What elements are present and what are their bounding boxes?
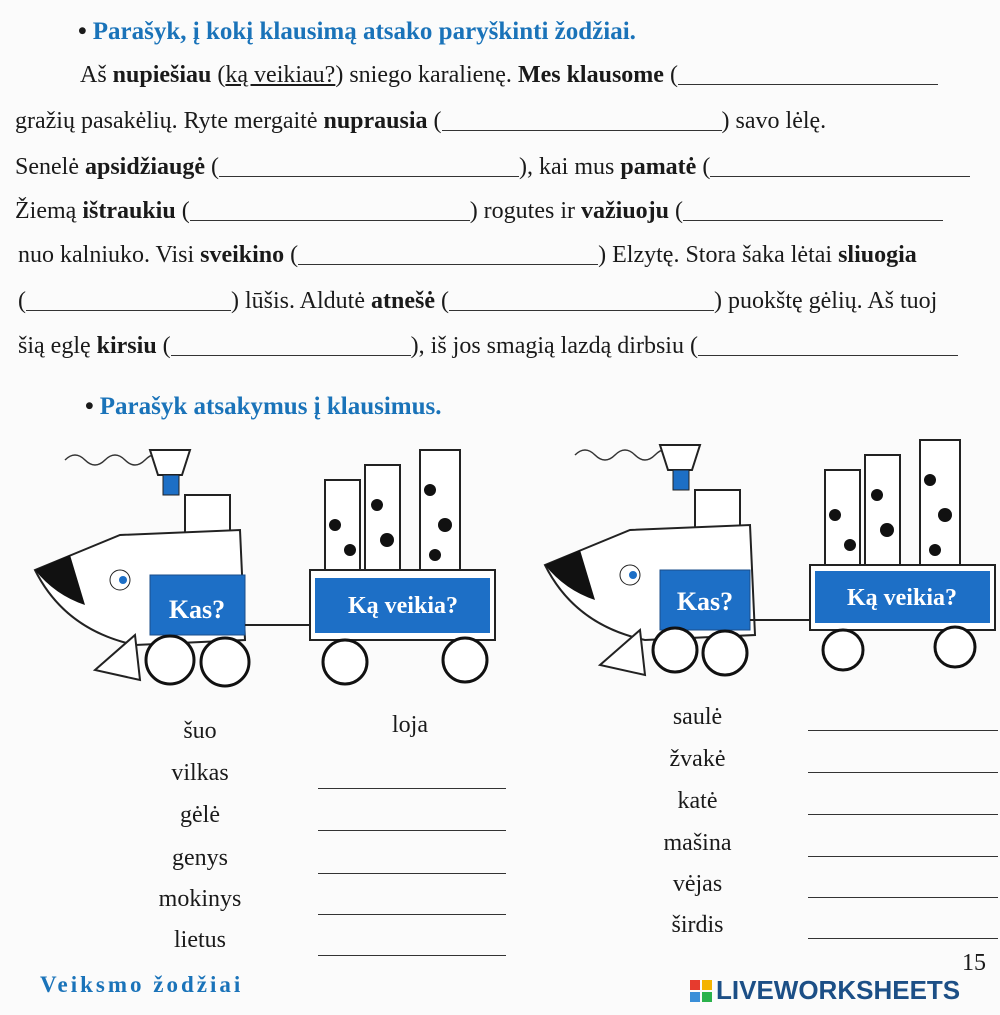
answer-input[interactable] [449, 288, 714, 315]
train-illustration-left [25, 430, 515, 700]
exercise-line [80, 62, 1000, 89]
text-fragment: ( [175, 198, 190, 224]
answer-input[interactable] [318, 849, 510, 875]
bold-verb: pamatė [620, 154, 697, 180]
answer-input[interactable] [808, 748, 1000, 774]
answer-blank[interactable] [683, 198, 943, 221]
answer-line[interactable] [808, 748, 998, 773]
section2-heading [85, 393, 442, 421]
bold-verb: atnešė [371, 288, 435, 314]
answer-input[interactable] [678, 62, 938, 89]
text-fragment: ( [435, 288, 449, 314]
answer-input[interactable] [698, 333, 958, 360]
bold-verb: sveikino [200, 242, 285, 268]
text-fragment: gražių pasakėlių. Ryte mergaitė [15, 108, 324, 134]
text-fragment: ( [427, 108, 442, 134]
answer-line[interactable] [318, 806, 506, 831]
bullet: • [78, 18, 87, 45]
answer-input[interactable] [318, 764, 510, 790]
answer-input[interactable] [318, 931, 510, 957]
bold-verb: apsidžiaugė [84, 154, 206, 180]
left-word: gėlė [180, 802, 220, 828]
bold-verb: ištraukiu [82, 198, 176, 224]
answer-input[interactable] [808, 873, 1000, 899]
right-word: žvakė [669, 746, 726, 772]
answer-input[interactable] [171, 333, 411, 360]
answer-line[interactable] [808, 873, 998, 898]
answer-blank[interactable] [442, 108, 722, 131]
text-fragment: ) puokštę gėlių. Aš tuoj [714, 288, 938, 314]
answer-input[interactable] [190, 198, 470, 225]
text-fragment: Senelė [15, 154, 85, 180]
right-word: vėjas [672, 871, 723, 897]
bold-verb: sliuogia [838, 242, 917, 268]
text-fragment: Žiemą [15, 198, 83, 224]
answer-line[interactable] [808, 706, 998, 731]
answer-input[interactable] [298, 242, 598, 269]
section2-title: Parašyk atsakymus į klausimus. [99, 393, 442, 420]
text-fragment: ( [696, 154, 711, 180]
answer-blank[interactable] [219, 154, 519, 177]
answer-blank[interactable] [190, 198, 470, 221]
train-illustration-right [535, 425, 1000, 695]
text-fragment: ) savo lėlę. [721, 108, 827, 134]
bullet: • [85, 393, 94, 420]
text-fragment: ( [205, 154, 220, 180]
answer-blank[interactable] [449, 288, 714, 311]
text-fragment: ( [669, 198, 684, 224]
left-word: šuo [183, 718, 217, 744]
left-word: mokinys [158, 886, 242, 912]
text-fragment: ) Elzytę. Stora šaka lėtai [598, 242, 839, 268]
right-word: katė [677, 788, 718, 814]
answer-input[interactable] [318, 890, 510, 916]
bold-verb: Mes klausome [517, 62, 664, 88]
answer-blank[interactable] [698, 333, 958, 356]
answer-input[interactable] [808, 832, 1000, 858]
exercise-line [18, 288, 1000, 315]
exercise-line [18, 242, 1000, 269]
answer-blank[interactable] [26, 288, 231, 311]
text-fragment: ) sniego karalienę. [335, 62, 518, 88]
section1-heading [78, 18, 636, 46]
answer-input[interactable] [442, 108, 722, 135]
answer-blank[interactable] [171, 333, 411, 356]
answer-input[interactable] [808, 706, 1000, 732]
answer-line[interactable] [318, 931, 506, 956]
bold-verb: kirsiu [96, 333, 157, 359]
text-fragment: ( [663, 62, 678, 88]
text-fragment: Aš [80, 62, 113, 88]
exercise-line [18, 333, 1000, 360]
bold-verb: nuprausia [323, 108, 428, 134]
text-fragment: ( [211, 62, 226, 88]
left-word: lietus [174, 927, 226, 953]
answer-input[interactable] [710, 154, 970, 181]
answer-line[interactable] [808, 790, 998, 815]
text-fragment: ), iš jos smagią lazdą dirbsiu ( [410, 333, 698, 359]
answer-blank[interactable] [678, 62, 938, 85]
answer-input[interactable] [808, 914, 1000, 940]
answer-input[interactable] [318, 806, 510, 832]
answer-input[interactable] [219, 154, 519, 181]
text-fragment: ( [284, 242, 299, 268]
logo-grid-icon [690, 980, 712, 1002]
answer-blank[interactable] [710, 154, 970, 177]
answer-input[interactable] [808, 790, 1000, 816]
answer-blank[interactable] [298, 242, 598, 265]
text-fragment: ( [156, 333, 171, 359]
text-fragment: ), kai mus [519, 154, 621, 180]
ka-veikia-label-right: Ką veikia? [846, 585, 958, 611]
page-number: 15 [962, 950, 986, 976]
example-question: ką veikiau? [225, 62, 336, 88]
liveworksheets-logo [690, 975, 960, 1006]
bold-verb: nupiešiau [112, 62, 212, 88]
kas-label-left: Kas? [168, 595, 226, 624]
footer-chapter-title: Veiksmo žodžiai [40, 972, 244, 997]
text-fragment: ( [18, 288, 26, 314]
exercise-line [15, 108, 1000, 135]
answer-line[interactable] [318, 849, 506, 874]
logo-text: LIVEWORKSHEETS [716, 975, 961, 1005]
text-fragment: nuo kalniuko. Visi [18, 242, 201, 268]
answer-line[interactable] [808, 832, 998, 857]
answer-line[interactable] [318, 890, 506, 915]
text-fragment: šią eglę [18, 333, 97, 359]
exercise-line [15, 198, 1000, 225]
right-word: mašina [663, 830, 732, 856]
example-answer: loja [392, 712, 428, 738]
bold-verb: važiuoju [581, 198, 670, 224]
answer-input[interactable] [683, 198, 943, 225]
section1-title: Parašyk, į kokį klausimą atsako paryškinti žodžiai. [92, 18, 636, 45]
answer-line[interactable] [318, 764, 506, 789]
kas-label-right: Kas? [676, 587, 734, 616]
text-fragment: ) lūšis. Aldutė [231, 288, 372, 314]
right-word: saulė [672, 704, 723, 730]
exercise-line [15, 154, 1000, 181]
answer-input[interactable] [26, 288, 231, 315]
text-fragment: ) rogutes ir [469, 198, 581, 224]
left-word: vilkas [171, 760, 229, 786]
left-word: genys [172, 845, 228, 871]
ka-veikia-label-left: Ką veikia? [347, 593, 459, 619]
right-word: širdis [671, 912, 724, 938]
answer-line[interactable] [808, 914, 998, 939]
